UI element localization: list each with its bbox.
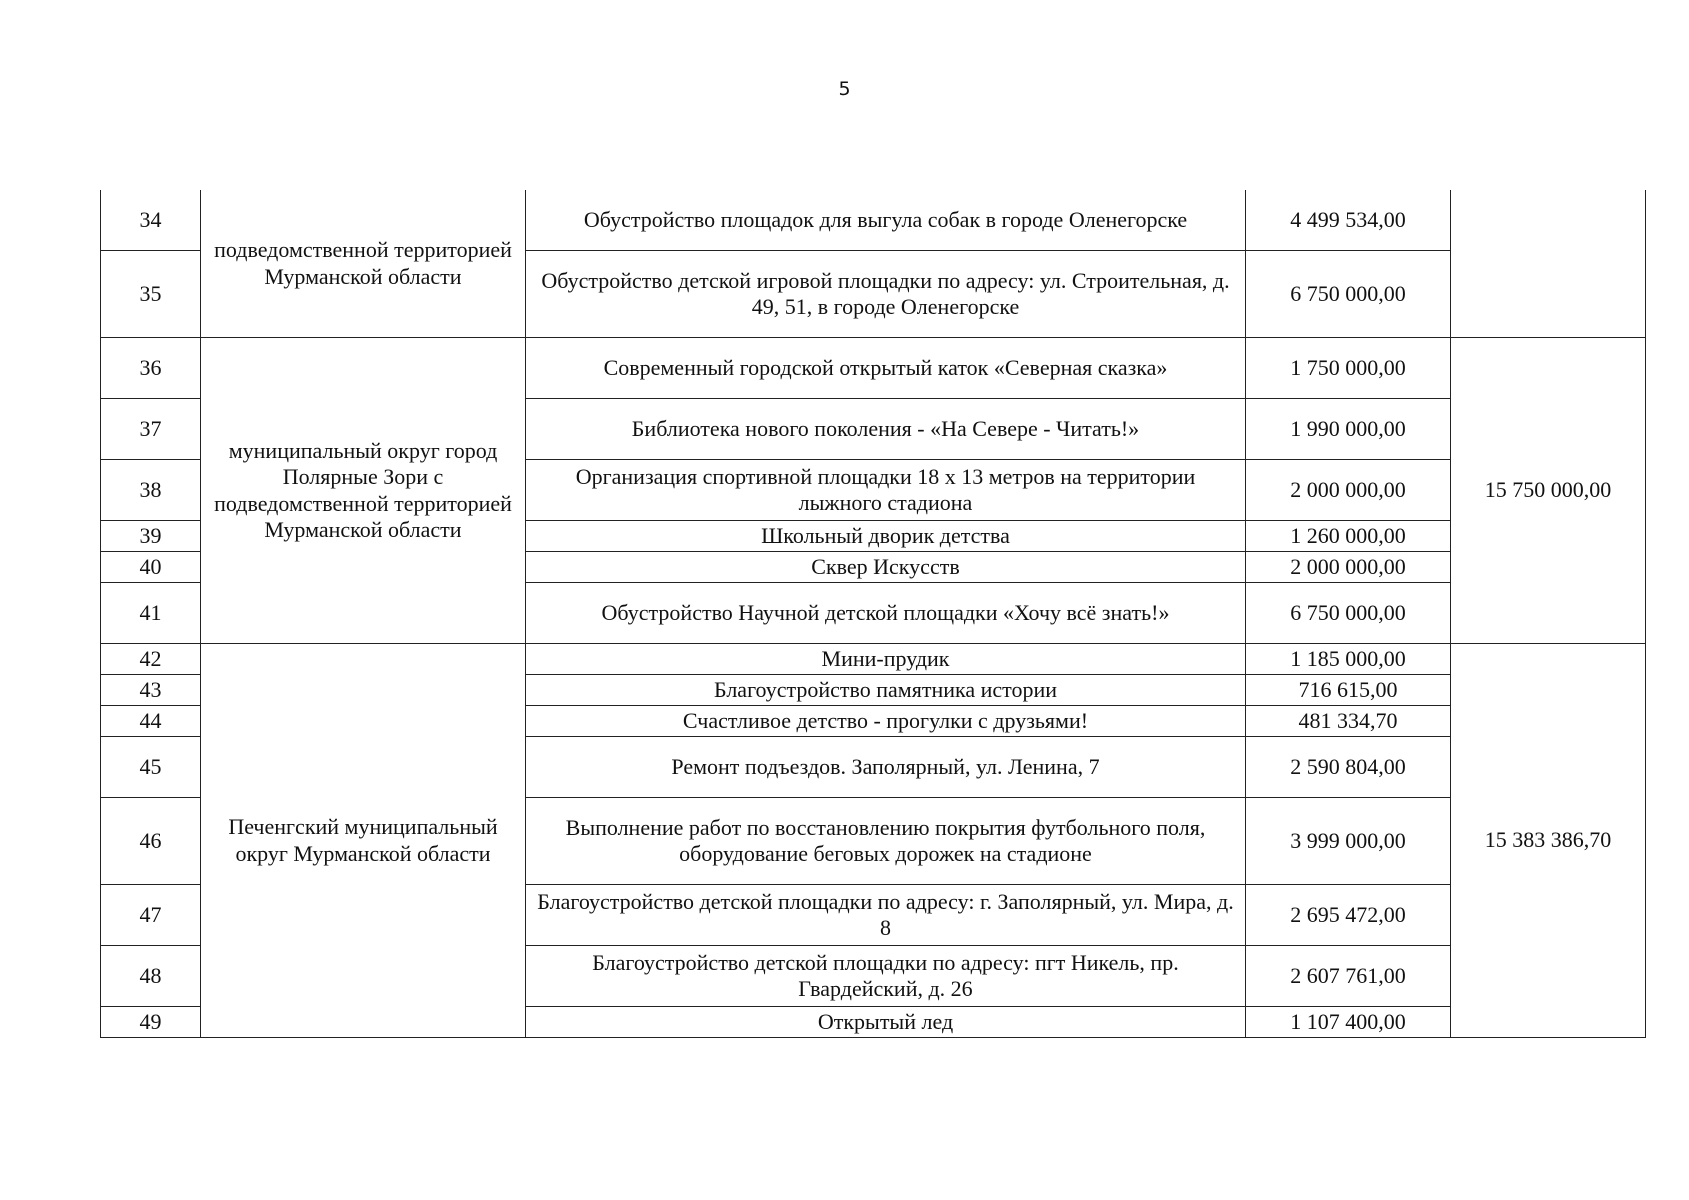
project-amount: 1 750 000,00 <box>1246 338 1451 399</box>
project-amount: 1 990 000,00 <box>1246 399 1451 460</box>
project-name: Современный городской открытый каток «Северная сказка» <box>526 338 1246 399</box>
project-amount: 2 590 804,00 <box>1246 737 1451 798</box>
project-amount: 1 107 400,00 <box>1246 1007 1451 1038</box>
municipality-total: 15 383 386,70 <box>1451 644 1646 1038</box>
project-amount: 4 499 534,00 <box>1246 190 1451 251</box>
project-name: Ремонт подъездов. Заполярный, ул. Ленина, 7 <box>526 737 1246 798</box>
project-name: Сквер Искусств <box>526 552 1246 583</box>
project-name: Школьный дворик детства <box>526 521 1246 552</box>
row-number: 35 <box>101 251 201 338</box>
project-amount: 3 999 000,00 <box>1246 798 1451 885</box>
table-row <box>101 644 1646 675</box>
table-row <box>101 190 1646 251</box>
row-number: 40 <box>101 552 201 583</box>
table-row <box>101 338 1646 399</box>
project-amount: 6 750 000,00 <box>1246 251 1451 338</box>
project-name: Мини-прудик <box>526 644 1246 675</box>
project-amount: 2 695 472,00 <box>1246 885 1451 946</box>
project-name: Выполнение работ по восстановлению покрытия футбольного поля, оборудование беговых дорожек на стадионе <box>526 798 1246 885</box>
row-number: 48 <box>101 946 201 1007</box>
row-number: 34 <box>101 190 201 251</box>
project-name: Библиотека нового поколения - «На Севере - Читать!» <box>526 399 1246 460</box>
project-amount: 481 334,70 <box>1246 706 1451 737</box>
project-name: Благоустройство детской площадки по адресу: г. Заполярный, ул. Мира, д. 8 <box>526 885 1246 946</box>
project-amount: 2 000 000,00 <box>1246 552 1451 583</box>
row-number: 37 <box>101 399 201 460</box>
project-name: Обустройство Научной детской площадки «Хочу всё знать!» <box>526 583 1246 644</box>
project-amount: 6 750 000,00 <box>1246 583 1451 644</box>
project-amount: 1 185 000,00 <box>1246 644 1451 675</box>
municipality-total <box>1451 190 1646 338</box>
row-number: 39 <box>101 521 201 552</box>
project-amount: 2 607 761,00 <box>1246 946 1451 1007</box>
row-number: 46 <box>101 798 201 885</box>
project-name: Обустройство площадок для выгула собак в городе Оленегорске <box>526 190 1246 251</box>
municipality-cell: Печенгский муниципальный округ Мурманской области <box>201 644 526 1038</box>
row-number: 49 <box>101 1007 201 1038</box>
project-name: Открытый лед <box>526 1007 1246 1038</box>
row-number: 42 <box>101 644 201 675</box>
page-number: 5 <box>838 78 851 100</box>
project-name: Обустройство детской игровой площадки по адресу: ул. Строительная, д. 49, 51, в городе Оленегорске <box>526 251 1246 338</box>
row-number: 41 <box>101 583 201 644</box>
row-number: 38 <box>101 460 201 521</box>
row-number: 47 <box>101 885 201 946</box>
projects-table <box>100 190 1646 1038</box>
project-name: Организация спортивной площадки 18 х 13 метров на территории лыжного стадиона <box>526 460 1246 521</box>
row-number: 44 <box>101 706 201 737</box>
project-name: Благоустройство памятника истории <box>526 675 1246 706</box>
project-amount: 2 000 000,00 <box>1246 460 1451 521</box>
project-name: Счастливое детство - прогулки с друзьями! <box>526 706 1246 737</box>
project-name: Благоустройство детской площадки по адресу: пгт Никель, пр. Гвардейский, д. 26 <box>526 946 1246 1007</box>
municipality-total: 15 750 000,00 <box>1451 338 1646 644</box>
row-number: 45 <box>101 737 201 798</box>
row-number: 43 <box>101 675 201 706</box>
municipality-cell: подведомственной территорией Мурманской области <box>201 190 526 338</box>
project-amount: 716 615,00 <box>1246 675 1451 706</box>
municipality-cell: муниципальный округ город Полярные Зори с подведомственной территорией Мурманской области <box>201 338 526 644</box>
project-amount: 1 260 000,00 <box>1246 521 1451 552</box>
row-number: 36 <box>101 338 201 399</box>
